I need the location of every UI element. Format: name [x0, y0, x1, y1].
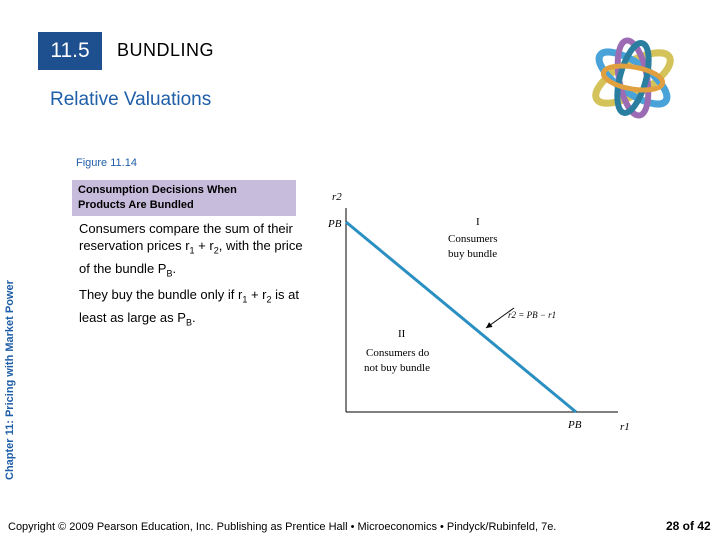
figure-label: Figure 11.14	[76, 157, 137, 169]
p2-sub-2: 2	[266, 294, 272, 305]
bundle-chart	[318, 180, 638, 440]
p2-text-4: .	[191, 309, 196, 325]
p2-text-3: is at least as large as P	[79, 287, 299, 325]
p1-text-4: .	[172, 260, 177, 276]
p2-sub-1: 1	[242, 294, 248, 305]
p1-sub-3: B	[166, 268, 173, 279]
page-number: 28 of 42	[666, 519, 711, 533]
region-2-numeral: II	[398, 328, 406, 340]
line-equation: r2 = PB − r1	[508, 310, 557, 320]
p1-text-2: + r	[194, 238, 214, 253]
rings-logo	[578, 28, 688, 128]
copyright-footer: Copyright © 2009 Pearson Education, Inc. Publishing as Prentice Hall • Microeconomics • Pindyck/Rubinfeld, 7e.	[8, 521, 557, 533]
region-1-text-2: buy bundle	[448, 248, 498, 260]
figure-caption	[72, 180, 296, 216]
slide-subtitle: Relative Valuations	[50, 89, 212, 110]
p1-sub-2: 2	[213, 245, 219, 256]
y-tick-label: PB	[328, 218, 342, 230]
y-axis-label: r2	[332, 191, 342, 203]
section-number: 11.5	[38, 32, 102, 70]
p1-text-1: Consumers compare the sum of their reservation prices r	[79, 221, 293, 253]
p2-text-2: + r	[247, 287, 267, 302]
p1-text-3: , with the price of the bundle P	[79, 238, 303, 276]
x-tick-label: PB	[568, 419, 582, 431]
chapter-side-label: Chapter 11: Pricing with Market Power	[4, 280, 16, 480]
region-2-text-1: Consumers do	[366, 347, 430, 359]
region-1-numeral: I	[476, 216, 480, 228]
p2-sub-3: B	[185, 317, 192, 328]
paragraph-buy-condition	[79, 286, 309, 331]
section-title: BUNDLING	[117, 40, 215, 60]
caption-line-2: Products Are Bundled	[78, 199, 194, 211]
region-1-text-1: Consumers	[448, 233, 498, 245]
region-2-text-2: not buy bundle	[364, 362, 430, 374]
caption-line-1: Consumption Decisions When	[78, 184, 237, 196]
x-axis-label: r1	[620, 421, 630, 433]
p2-text-1: They buy the bundle only if r	[79, 287, 243, 302]
p1-sub-1: 1	[189, 245, 195, 256]
paragraph-compare	[79, 220, 309, 282]
